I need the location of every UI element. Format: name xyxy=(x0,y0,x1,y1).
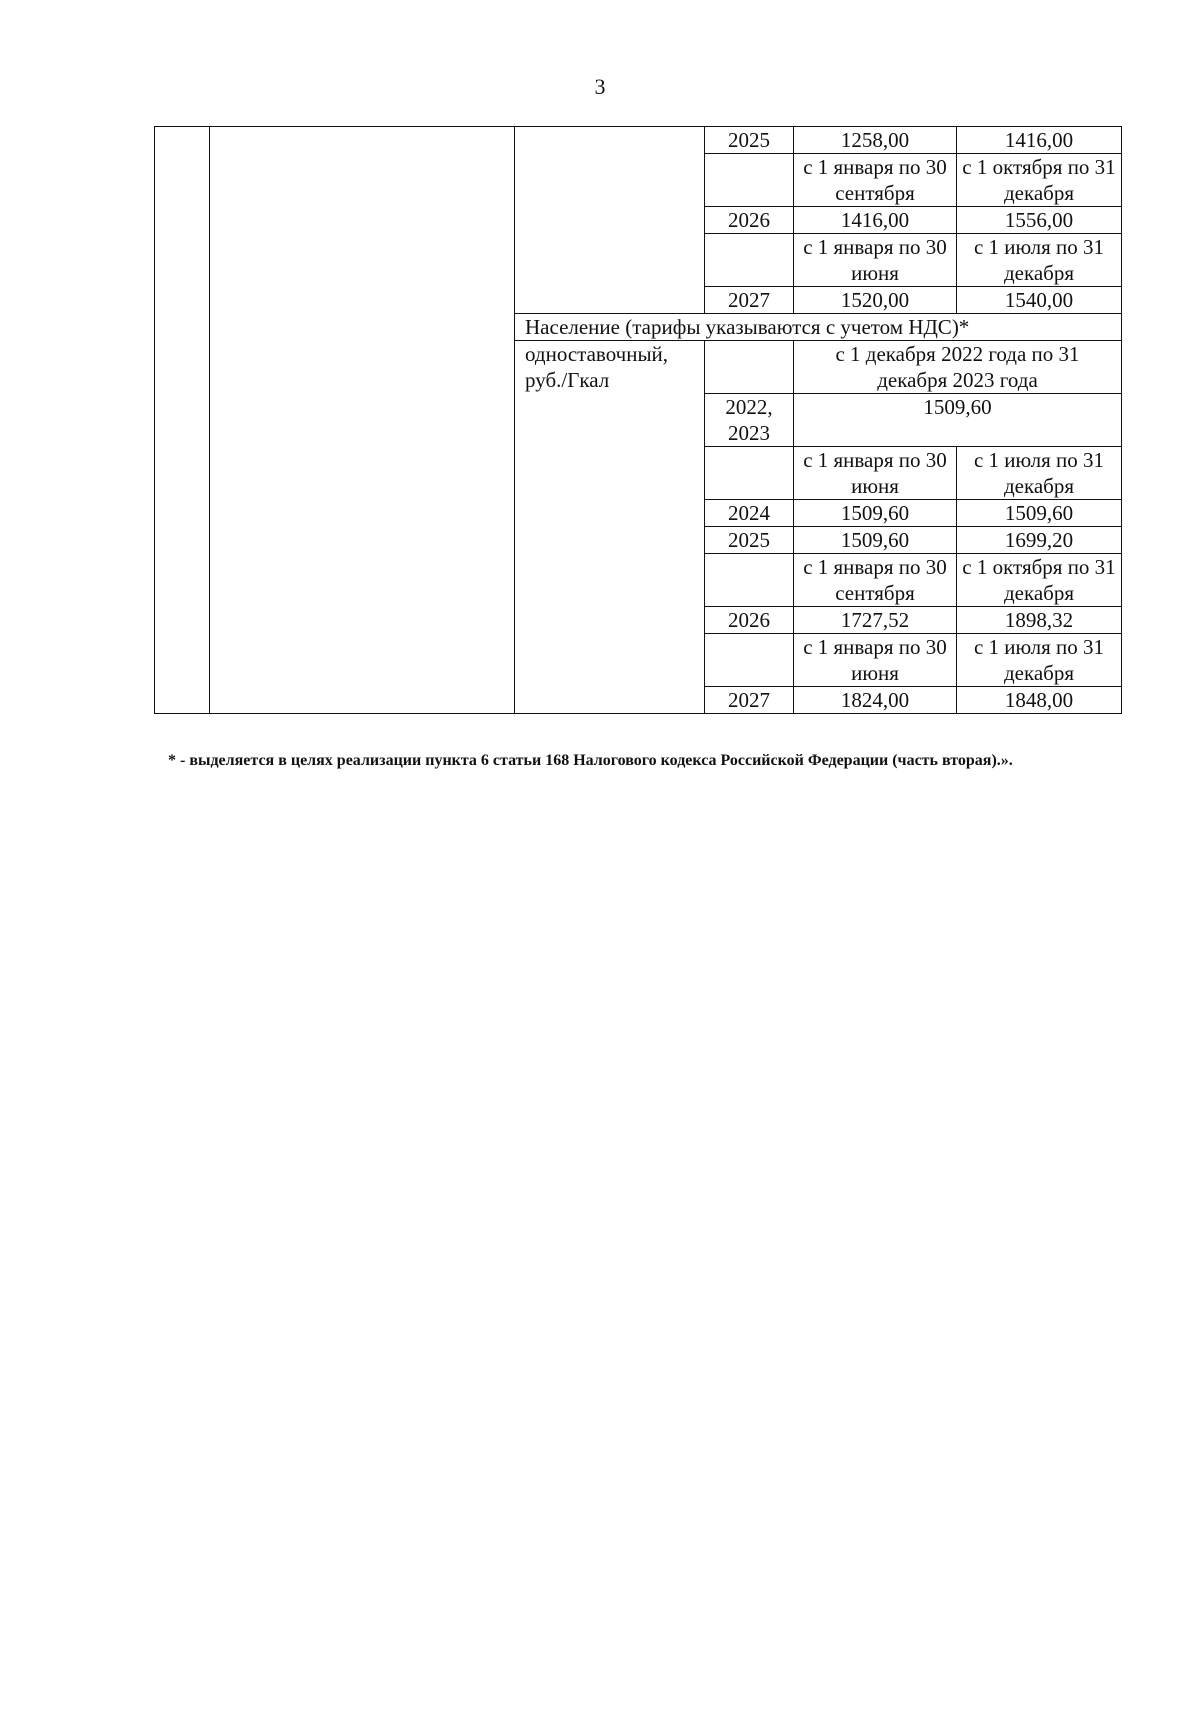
period-cell-second: с 1 июля по 31 декабря xyxy=(957,234,1122,287)
year-cell: 2024 xyxy=(705,500,794,527)
empty-cell-number xyxy=(155,127,210,714)
value-cell-second-half: 1416,00 xyxy=(957,127,1122,154)
period-cell-first: с 1 января по 30 июня xyxy=(794,234,957,287)
table-row xyxy=(155,127,1122,154)
footnote: * - выделяется в целях реализации пункта 6 статьи 168 Налогового кодекса Российской Федерации (часть вторая).». xyxy=(168,752,1013,769)
period-cell-first: с 1 января по 30 сентября xyxy=(794,554,957,607)
period-cell-first: с 1 января по 30 июня xyxy=(794,634,957,687)
year-cell: 2027 xyxy=(705,287,794,314)
year-cell xyxy=(705,447,794,500)
value-cell-first-half: 1727,52 xyxy=(794,607,957,634)
year-cell xyxy=(705,634,794,687)
year-cell xyxy=(705,341,794,394)
value-cell-first-half: 1258,00 xyxy=(794,127,957,154)
value-cell-first-half: 1824,00 xyxy=(794,687,957,714)
value-cell-second-half: 1848,00 xyxy=(957,687,1122,714)
period-cell-second: с 1 июля по 31 декабря xyxy=(957,634,1122,687)
period-cell-first: с 1 января по 30 июня xyxy=(794,447,957,500)
period-cell-2022-2023: с 1 декабря 2022 года по 31 декабря 2023 года xyxy=(794,341,1122,394)
empty-cell-organization xyxy=(210,127,515,714)
page-number: 3 xyxy=(594,74,606,99)
year-cell xyxy=(705,554,794,607)
year-cell-2022-2023: 2022, 2023 xyxy=(705,394,794,447)
value-cell-first-half: 1520,00 xyxy=(794,287,957,314)
population-header: Население (тарифы указываются с учетом НДС)* xyxy=(515,314,1122,341)
year-cell: 2026 xyxy=(705,207,794,234)
value-cell-first-half: 1509,60 xyxy=(794,500,957,527)
tariff-table xyxy=(154,126,1122,714)
period-cell-first: с 1 января по 30 сентября xyxy=(794,154,957,207)
year-cell: 2026 xyxy=(705,607,794,634)
value-cell-second-half: 1898,32 xyxy=(957,607,1122,634)
year-cell: 2025 xyxy=(705,527,794,554)
value-cell-second-half: 1699,20 xyxy=(957,527,1122,554)
value-cell-second-half: 1556,00 xyxy=(957,207,1122,234)
empty-cell-indicator xyxy=(515,127,705,314)
year-cell xyxy=(705,234,794,287)
value-cell-second-half: 1540,00 xyxy=(957,287,1122,314)
period-cell-second: с 1 октября по 31 декабря xyxy=(957,154,1122,207)
year-cell: 2025 xyxy=(705,127,794,154)
year-cell: 2027 xyxy=(705,687,794,714)
rate-type-cell: одноставочный, руб./Гкал xyxy=(515,341,705,714)
period-cell-second: с 1 июля по 31 декабря xyxy=(957,447,1122,500)
value-cell-second-half: 1509,60 xyxy=(957,500,1122,527)
period-cell-second: с 1 октября по 31 декабря xyxy=(957,554,1122,607)
value-cell-2022-2023: 1509,60 xyxy=(794,394,1122,447)
value-cell-first-half: 1416,00 xyxy=(794,207,957,234)
value-cell-first-half: 1509,60 xyxy=(794,527,957,554)
year-cell xyxy=(705,154,794,207)
